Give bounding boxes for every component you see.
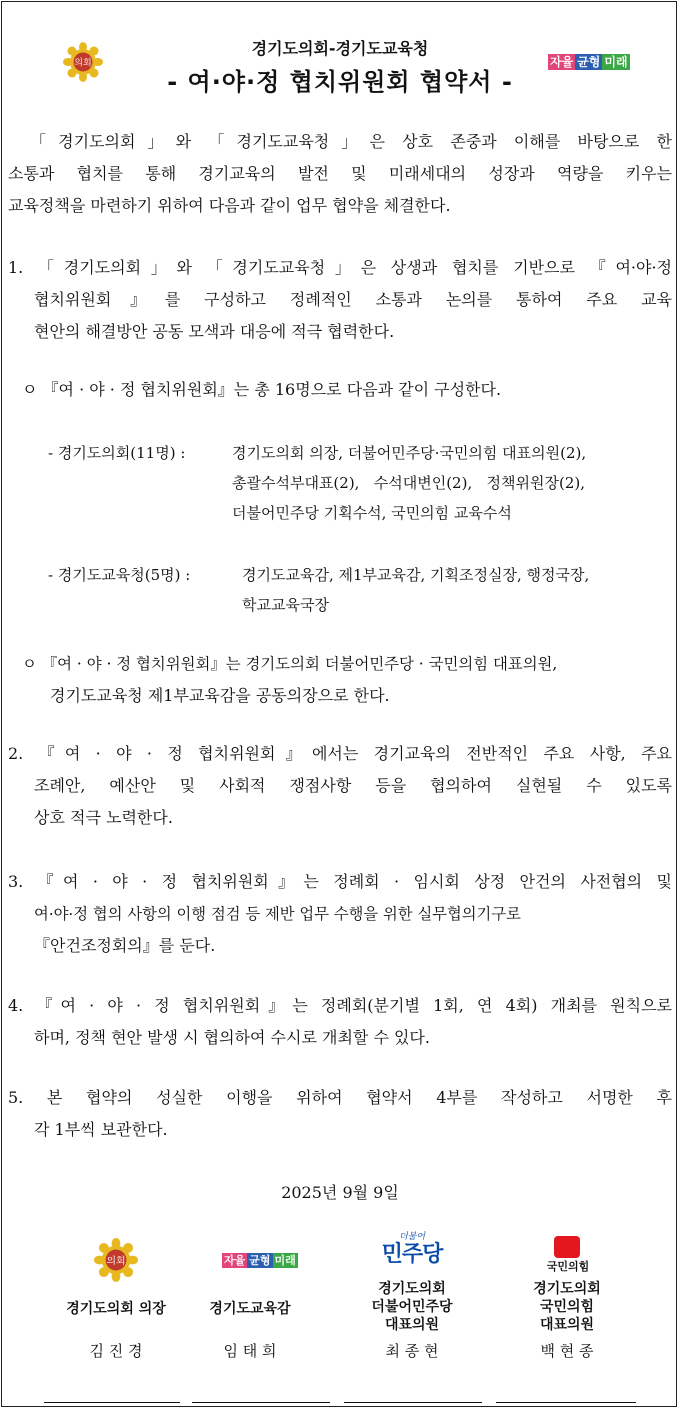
article-1-line-3: 현안의 해결방안 공동 모색과 대응에 적극 협력한다. — [34, 322, 395, 341]
signatory-title-ppp-line-1: 경기도의회 — [533, 1281, 601, 1297]
svg-text:의회: 의회 — [74, 58, 92, 69]
council-emblem-icon — [94, 1238, 138, 1282]
article-2-line-1: 2. 『여 · 야 · 정 협치위원회』에서는 경기교육의 전반적인 주요 사항, 주요 — [8, 744, 672, 763]
signatory-name-dp: 최 종 현 — [385, 1342, 439, 1360]
article-1-bullet-chairs-line-1: ㅇ 『여 · 야 · 정 협치위원회』는 경기도의회 더불어민주당 · 국민의힘 대표의원, — [22, 655, 558, 673]
document-subtitle: 경기도의회-경기도교육청 — [251, 39, 429, 58]
education-office-logo — [222, 1252, 298, 1268]
logo-word-future: 미래 — [274, 1254, 296, 1267]
signatory-title-dp-line-1: 경기도의회 — [378, 1281, 446, 1297]
signature-line — [192, 1402, 330, 1403]
democratic-party-logo-main: 민주당 — [381, 1242, 443, 1267]
intro-line-3: 교육정책을 마련하기 위하여 다음과 같이 업무 협약을 체결한다. — [8, 196, 451, 215]
signatory-title-dp-line-2: 더불어민주당 — [371, 1299, 453, 1315]
article-1-bullet-composition: ㅇ 『여 · 야 · 정 협치위원회』는 총 16명으로 다음과 같이 구성한다. — [22, 380, 502, 399]
svg-text:의회: 의회 — [106, 1255, 126, 1267]
article-5-line-2: 각 1부씩 보관한다. — [34, 1120, 168, 1139]
signatory-title-superintendent: 경기도교육감 — [209, 1301, 291, 1317]
article-5-line-1: 5. 본 협약의 성실한 이행을 위하여 협약서 4부를 작성하고 서명한 후 — [8, 1088, 672, 1107]
signatory-title-dp-line-3: 대표의원 — [384, 1317, 440, 1333]
signature-line — [44, 1402, 180, 1403]
logo-word-future: 미래 — [604, 55, 628, 69]
article-2-line-2: 조례안, 예산안 및 사회적 쟁점사항 등을 협의하여 실현될 수 있도록 — [34, 776, 672, 795]
edu-members-line-2: 학교교육국장 — [242, 596, 329, 614]
article-3-line-2: 여·야·정 협의 사항의 이행 점검 등 제반 업무 수행을 위한 실무협의기구로 — [34, 905, 521, 923]
signatory-title-council-chair: 경기도의회 의장 — [66, 1301, 166, 1317]
signatory-title-ppp-line-2: 국민의힘 — [539, 1299, 595, 1315]
logo-word-autonomy: 자율 — [224, 1254, 246, 1267]
article-1-bullet-chairs-line-2: 경기도교육청 제1부교육감을 공동의장으로 한다. — [50, 686, 390, 705]
signatory-name-superintendent: 임 태 희 — [223, 1342, 277, 1360]
signature-line — [496, 1402, 636, 1403]
council-members-line-3: 더불어민주당 기획수석, 국민의힘 교육수석 — [232, 504, 512, 522]
signatory-title-ppp-line-3: 대표의원 — [539, 1317, 595, 1333]
svg-text:국민의힘: 국민의힘 — [546, 1260, 590, 1273]
document-title: - 여·야·정 협치위원회 협약서 - — [167, 68, 513, 96]
article-3-line-1: 3. 『여 · 야 · 정 협치위원회』는 정례회 · 임시회 상정 안건의 사전협의 및 — [8, 872, 672, 891]
edu-members-line-1: 경기도교육감, 제1부교육감, 기획조정실장, 행정국장, — [242, 566, 590, 584]
article-2-line-3: 상호 적극 노력한다. — [34, 808, 173, 827]
people-power-party-logo — [528, 1236, 608, 1276]
signature-line — [344, 1402, 482, 1403]
signatory-name-ppp: 백 현 종 — [540, 1342, 594, 1360]
council-members-line-1: 경기도의회 의장, 더불어민주당·국민의힘 대표의원(2), — [232, 444, 587, 462]
intro-line-2: 소통과 협치를 통해 경기교육의 발전 및 미래세대의 성장과 역량을 키우는 — [8, 164, 672, 183]
edu-members-label: - 경기도교육청(5명) : — [48, 566, 191, 584]
education-office-logo — [548, 53, 630, 70]
article-4-line-1: 4. 『여 · 야 · 정 협치위원회』는 정례회(분기별 1회, 연 4회) 개최를 원칙으로 — [8, 996, 672, 1015]
logo-word-balance: 균형 — [577, 55, 601, 69]
signatory-name-council-chair: 김 진 경 — [89, 1342, 143, 1360]
logo-word-autonomy: 자율 — [550, 55, 574, 69]
intro-line-1: 「경기도의회」와 「경기도교육청」은 상호 존중과 이해를 바탕으로 한 — [30, 132, 672, 151]
logo-word-balance: 균형 — [249, 1254, 271, 1267]
democratic-party-logo-small: 더불어 — [398, 1232, 426, 1242]
agreement-date: 2025년 9월 9일 — [281, 1183, 399, 1202]
council-members-label: - 경기도의회(11명) : — [48, 444, 186, 462]
article-1-line-1: 1. 「경기도의회」와 「경기도교육청」은 상생과 협치를 기반으로 『여·야·정 — [8, 258, 672, 277]
democratic-party-logo — [370, 1232, 454, 1268]
council-members-line-2: 총괄수석부대표(2), 수석대변인(2), 정책위원장(2), — [232, 474, 585, 492]
article-3-line-3: 『안건조정회의』를 둔다. — [34, 936, 216, 955]
article-1-line-2: 협치위원회』를 구성하고 정례적인 소통과 논의를 통하여 주요 교육 — [34, 290, 672, 309]
article-4-line-2: 하며, 정책 현안 발생 시 협의하여 수시로 개최할 수 있다. — [34, 1028, 430, 1047]
